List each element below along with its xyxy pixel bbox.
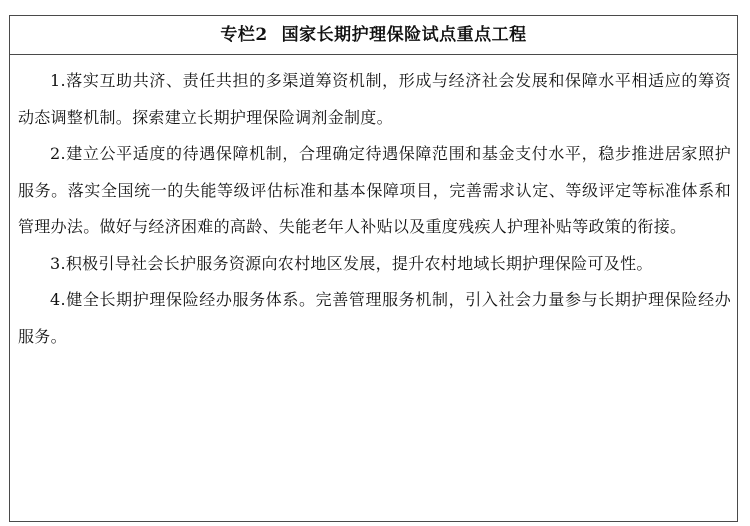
box-label: 专栏2	[220, 25, 268, 45]
box-body	[10, 55, 737, 355]
box-header	[10, 16, 737, 55]
item-4: 4.健全长期护理保险经办服务体系。完善管理服务机制，引入社会力量参与长期护理保险经办服务。	[18, 290, 731, 346]
box-title: 国家长期护理保险试点重点工程	[281, 25, 527, 45]
item-2: 2.建立公平适度的待遇保障机制，合理确定待遇保障范围和基金支付水平，稳步推进居家照护服务。落实全国统一的失能等级评估标准和基本保障项目，完善需求认定、等级评定等标准体系和管理办法。做好与经济困难的高龄、失能老年人补贴以及重度残疾人护理补贴等政策的衔接。	[18, 144, 731, 236]
feature-box	[9, 15, 738, 522]
item-1: 1.落实互助共济、责任共担的多渠道筹资机制，形成与经济社会发展和保障水平相适应的筹资动态调整机制。探索建立长期护理保险调剂金制度。	[18, 71, 731, 127]
item-3: 3.积极引导社会长护服务资源向农村地区发展，提升农村地域长期护理保险可及性。	[50, 253, 653, 273]
